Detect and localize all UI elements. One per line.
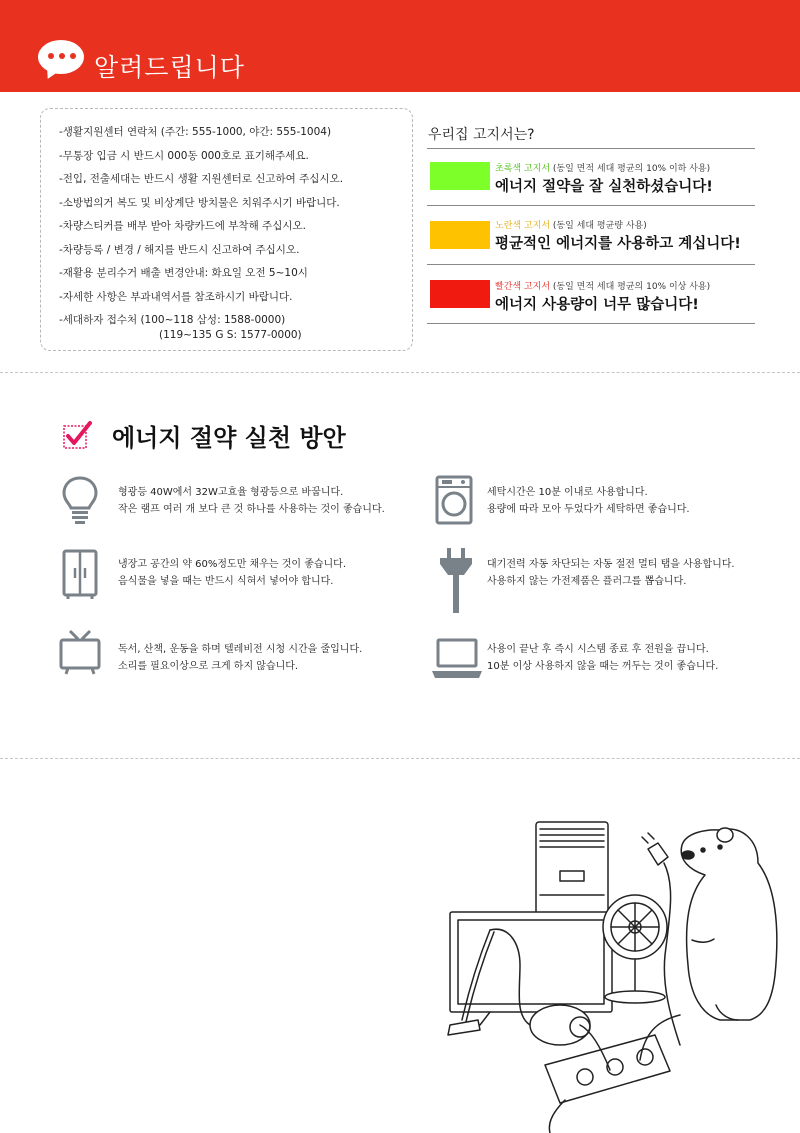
notice-sub-item: (119~135 G S: 1577-0000) <box>159 328 302 341</box>
washing-machine-icon <box>432 474 476 526</box>
notice-list <box>59 121 343 342</box>
bear-appliances-illustration <box>420 815 790 1133</box>
bill-level-label: 노란색 고지서 <box>495 221 551 231</box>
tip-text <box>118 556 346 590</box>
section-title: 에너지 절약 실천 방안 <box>112 424 346 452</box>
bill-level-red <box>427 266 755 324</box>
tip-line: 사용하지 않는 가전제품은 플러그를 뽑습니다. <box>487 576 687 587</box>
bill-level-label: 빨간색 고지서 <box>495 282 551 292</box>
bill-level-yellow <box>427 207 755 265</box>
notice-item: -전입, 전출세대는 반드시 생활 지원센터로 신고하여 주십시오. <box>59 173 344 185</box>
header-banner <box>0 0 800 92</box>
tip-line: 세탁시간은 10분 이내로 사용합니다. <box>487 487 648 498</box>
television-icon <box>58 628 102 680</box>
tip-line: 10분 이상 사용하지 않을 때는 꺼두는 것이 좋습니다. <box>487 661 719 672</box>
tip-line: 독서, 산책, 운동을 하며 텔레비전 시청 시간을 줄입니다. <box>118 644 363 655</box>
tip-text <box>118 641 362 675</box>
yellow-swatch <box>430 221 490 249</box>
bill-level-note: (동일 면적 세대 평균의 10% 이상 사용) <box>550 282 711 292</box>
bill-level-message: 에너지 절약을 잘 실천하셨습니다! <box>495 179 713 195</box>
bill-level-message: 에너지 사용량이 너무 많습니다! <box>495 297 699 313</box>
notice-item: -세대하자 접수처 (100~118 삼성: 1588-0000) <box>59 314 286 326</box>
tip-line: 음식물을 넣을 때는 반드시 식혀서 넣어야 합니다. <box>118 576 334 587</box>
section-divider <box>0 758 800 759</box>
section-divider <box>0 372 800 373</box>
bill-level-caption <box>495 279 710 292</box>
tip-line: 용량에 따라 모아 두었다가 세탁하면 좋습니다. <box>487 504 690 515</box>
tip-line: 냉장고 공간의 약 60%정도만 채우는 것이 좋습니다. <box>118 559 347 570</box>
light-bulb-icon <box>58 474 102 526</box>
red-swatch <box>430 280 490 308</box>
notice-item: -소방법의거 복도 및 비상계단 방치물은 치워주시기 바랍니다. <box>59 196 340 209</box>
notice-item: -자세한 사항은 부과내역서를 참조하시기 바랍니다. <box>59 290 293 303</box>
notice-item: -생활지원센터 연락처 (주간: 555-1000, 야간: 555-1004) <box>59 126 332 138</box>
notice-item: -차량스티커를 배부 받아 차량카드에 부착해 주십시오. <box>59 220 306 232</box>
bill-level-caption <box>495 218 647 231</box>
tip-text <box>487 556 735 590</box>
bill-level-green <box>427 148 755 206</box>
tip-line: 소리를 필요이상으로 크게 하지 않습니다. <box>118 661 299 672</box>
tip-line: 대기전력 자동 차단되는 자동 절전 멀티 탭을 사용합니다. <box>487 559 735 570</box>
tip-line: 형광등 40W에서 32W고효율 형광등으로 바꿉니다. <box>118 487 344 498</box>
notice-box <box>40 108 413 351</box>
checkbox-check-icon <box>62 420 92 450</box>
speech-bubble-dots <box>48 53 76 59</box>
bill-title: 우리집 고지서는? <box>428 127 535 143</box>
tip-text <box>487 484 690 518</box>
notice-item: -무통장 입금 시 반드시 000동 000호로 표기해주세요. <box>59 149 309 162</box>
tip-text <box>487 641 718 675</box>
tip-text <box>118 484 385 518</box>
notice-item: -재활용 분리수거 배출 변경안내: 화요일 오전 5~10시 <box>59 267 308 279</box>
bill-level-label: 초록색 고지서 <box>495 164 551 174</box>
tip-line: 작은 램프 여러 개 보다 큰 것 하나를 사용하는 것이 좋습니다. <box>118 504 385 515</box>
tip-line: 사용이 끝난 후 즉시 시스템 종료 후 전원을 끕니다. <box>487 644 709 655</box>
bill-level-note: (동일 면적 세대 평균의 10% 이하 사용) <box>550 164 711 174</box>
bill-level-note: (동일 세대 평균량 사용) <box>550 221 647 231</box>
laptop-icon <box>431 636 483 684</box>
notice-item: -차량등록 / 변경 / 해지를 반드시 신고하여 주십시오. <box>59 243 300 256</box>
green-swatch <box>430 162 490 190</box>
power-plug-icon <box>434 545 478 615</box>
refrigerator-icon <box>58 548 102 600</box>
bill-level-caption <box>495 161 710 174</box>
bill-level-message: 평균적인 에너지를 사용하고 계십니다! <box>495 236 741 252</box>
header-title: 알려드립니다 <box>94 53 245 82</box>
